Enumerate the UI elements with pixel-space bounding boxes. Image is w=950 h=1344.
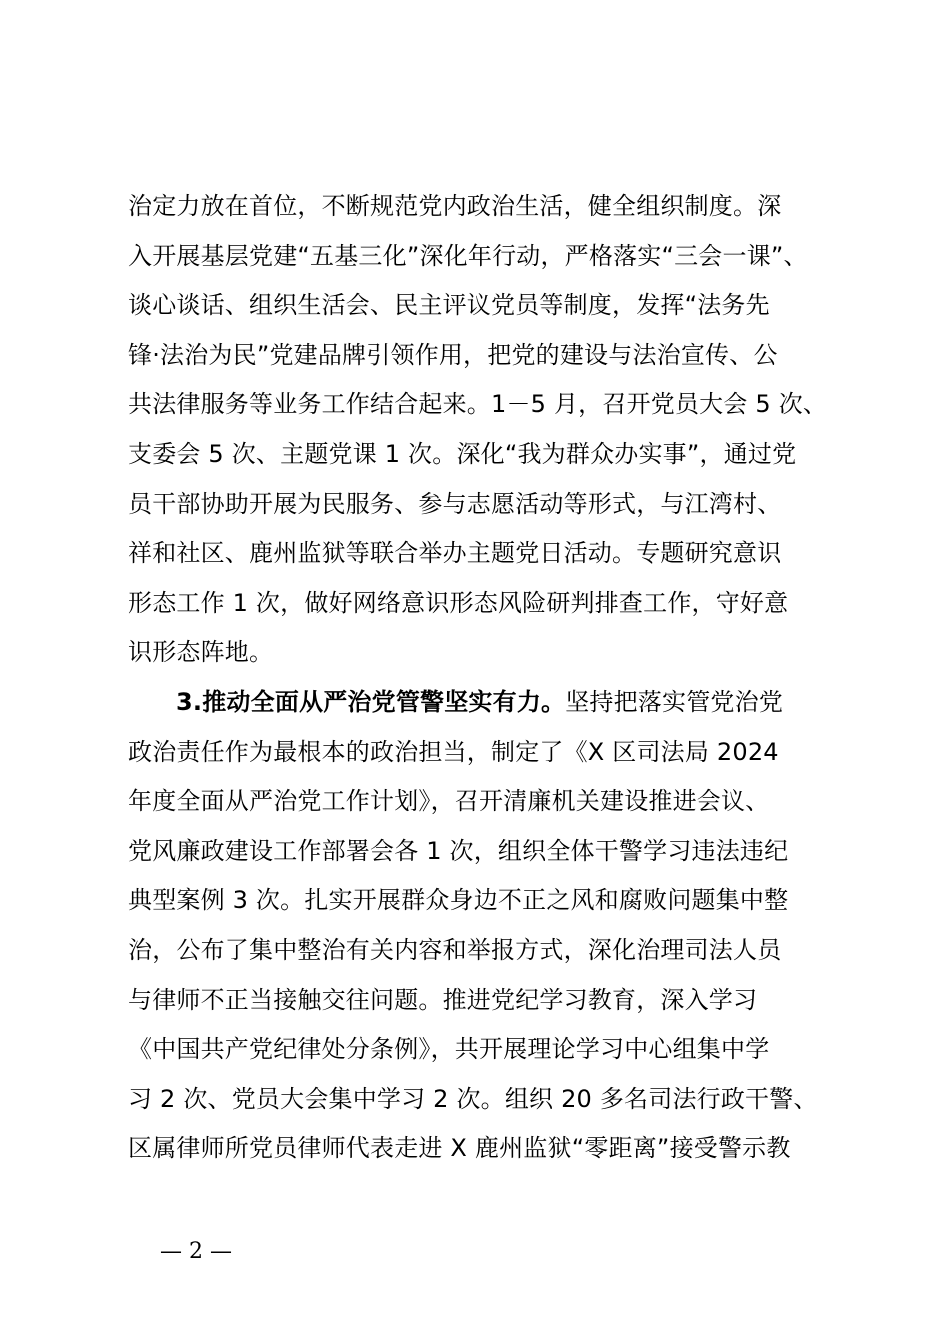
heading-line-text: 坚持把落实管党治党 [565,687,784,716]
text-line: 员干部协助开展为民服务、参与志愿活动等形式，与江湾村、 [128,489,782,518]
section-heading: 3.推动全面从严治党管警坚实有力。 [176,687,566,716]
body-text [128,182,848,1174]
text-line: 谈心谈话、组织生活会、民主评议党员等制度，发挥“法务先 [128,291,770,320]
text-line: 锋·法治为民”党建品牌引领作用，把党的建设与法治宣传、公 [128,340,778,369]
text-line: 区属律师所党员律师代表走进 X 鹿州监狱“零距离”接受警示教 [128,1134,791,1163]
text-line: 治定力放在首位，不断规范党内政治生活，健全组织制度。深 [128,192,782,220]
text-line: 入开展基层党建“五基三化”深化年行动，严格落实“三会一课”、 [128,241,808,270]
text-line: 年度全面从严治党工作计划》，召开清廉机关建设推进会议、 [128,787,770,816]
section-heading-line [128,678,848,728]
text-line: 习 2 次、党员大会集中学习 2 次。组织 20 多名司法行政干警、 [128,1084,818,1113]
text-line: 党风廉政建设工作部署会各 1 次，组织全体干警学习违法违纪 [128,836,789,865]
text-line: 治，公布了集中整治有关内容和举报方式，深化治理司法人员 [128,935,782,964]
text-line: 形态工作 1 次，做好网络意识形态风险研判排查工作，守好意 [128,588,789,617]
text-line: 识形态阵地。 [128,638,274,667]
text-line: 共法律服务等业务工作结合起来。1－5 月，召开党员大会 5 次、 [128,390,828,419]
text-line: 与律师不正当接触交往问题。推进党纪学习教育，深入学习 [128,985,758,1014]
text-line: 政治责任作为最根本的政治担当，制定了《X 区司法局 2024 [128,737,779,766]
page-number: — 2 — [160,1239,232,1264]
text-line: 《中国共产党纪律处分条例》，共开展理论学习中心组集中学 [128,1035,770,1064]
text-line: 祥和社区、鹿州监狱等联合举办主题党日活动。专题研究意识 [128,539,782,568]
text-line: 支委会 5 次、主题党课 1 次。深化“我为群众办实事”，通过党 [128,439,797,468]
text-line: 典型案例 3 次。扎实开展群众身边不正之风和腐败问题集中整 [128,886,789,915]
